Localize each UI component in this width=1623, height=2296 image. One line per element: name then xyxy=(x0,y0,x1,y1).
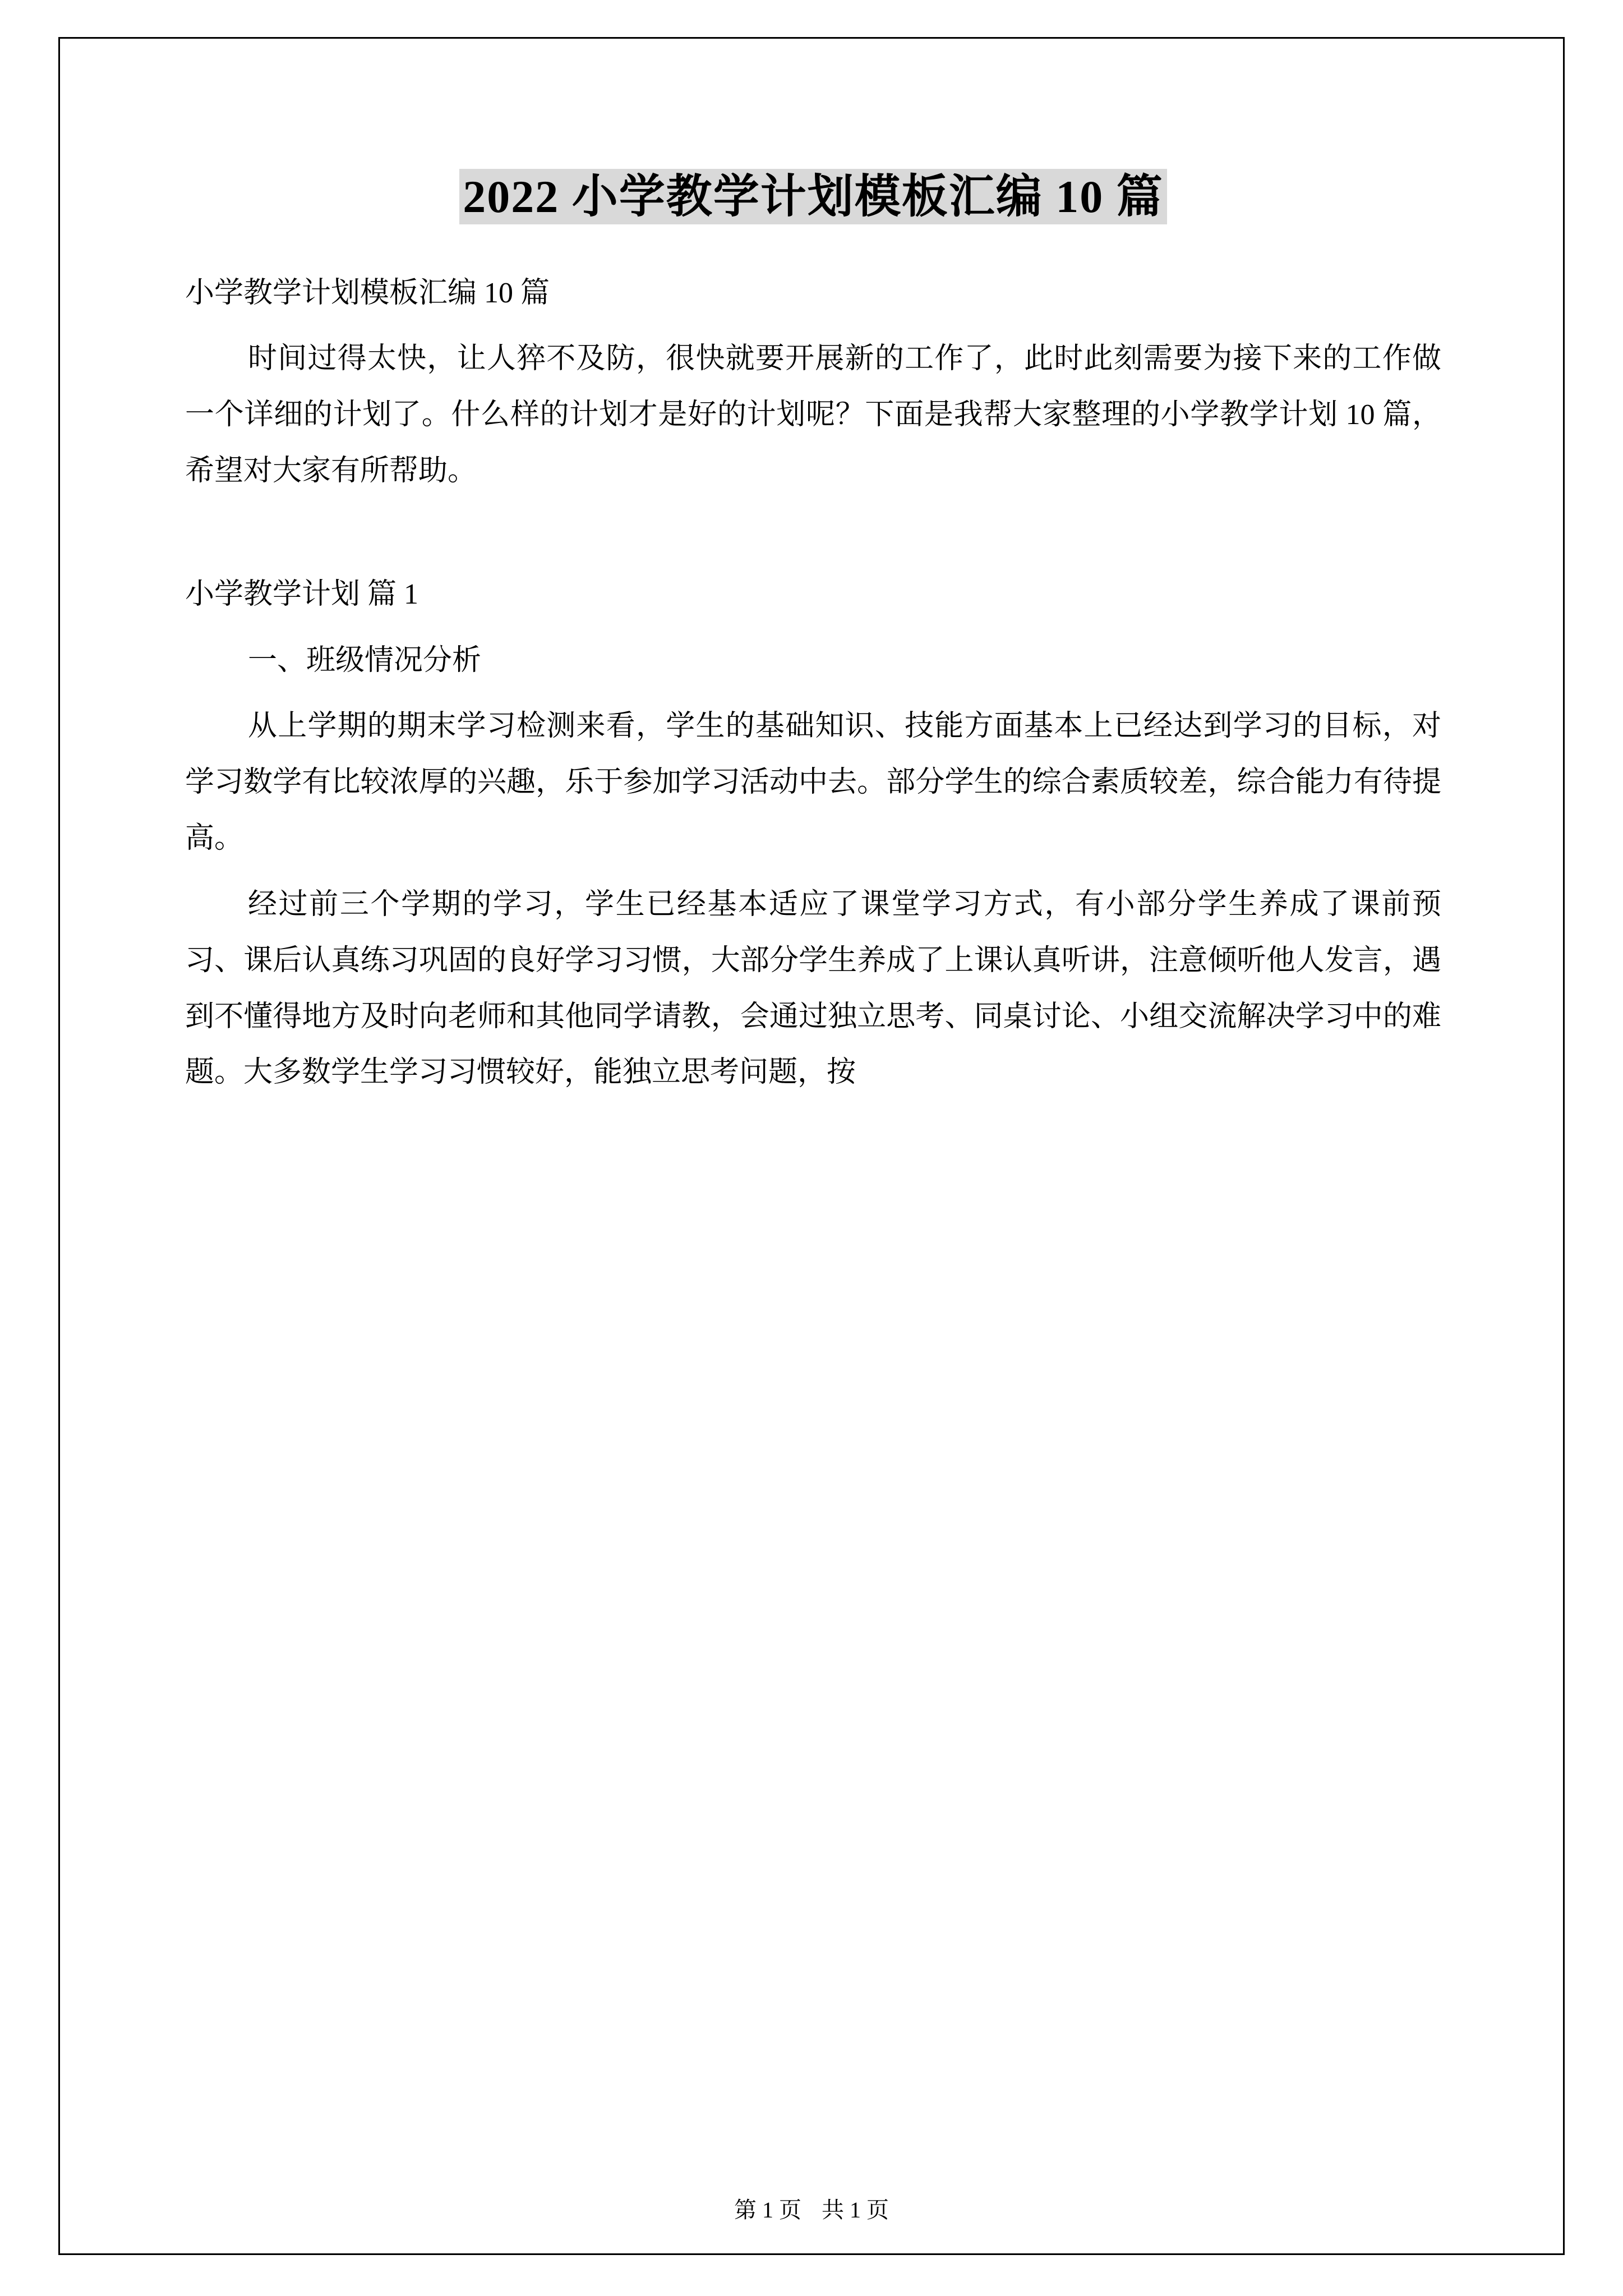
subheading-class-analysis: 一、班级情况分析 xyxy=(248,644,482,677)
footer-total-pages: 共 1 页 xyxy=(822,2197,889,2223)
footer-current-page: 第 1 页 xyxy=(734,2197,801,2223)
body-paragraph-1: 从上学期的期末学习检测来看，学生的基础知识、技能方面基本上已经达到学习的目标，对学习数学有比较浓厚的兴趣，乐于参加学习活动中去。部分学生的综合素质较差，综合能力有待提高。 xyxy=(185,710,1441,855)
page-footer xyxy=(0,2192,1623,2224)
section-heading-1: 小学教学计划 篇 1 xyxy=(185,578,419,610)
body-paragraph-2: 经过前三个学期的学习，学生已经基本适应了课堂学习方式，有小部分学生养成了课前预习、课后认真练习巩固的良好学习习惯，大部分学生养成了上课认真听讲，注意倾听他人发言，遇到不懂得地方及时向老师和其他同学请教，会通过独立思考、同桌讨论、小组交流解决学习中的难题。大多数学生学习习惯较好，能独立思考问题，按 xyxy=(185,888,1441,1089)
intro-paragraph: 时间过得太快，让人猝不及防，很快就要开展新的工作了，此时此刻需要为接下来的工作做一个详细的计划了。什么样的计划才是好的计划呢？下面是我帮大家整理的小学教学计划 10 篇，希望对大家有所帮助。 xyxy=(185,343,1441,487)
document-subtitle: 小学教学计划模板汇编 10 篇 xyxy=(185,277,550,309)
page-title xyxy=(185,168,1441,226)
page-title-text: 2022 小学教学计划模板汇编 10 篇 xyxy=(459,169,1167,224)
document-content xyxy=(185,168,1441,1111)
